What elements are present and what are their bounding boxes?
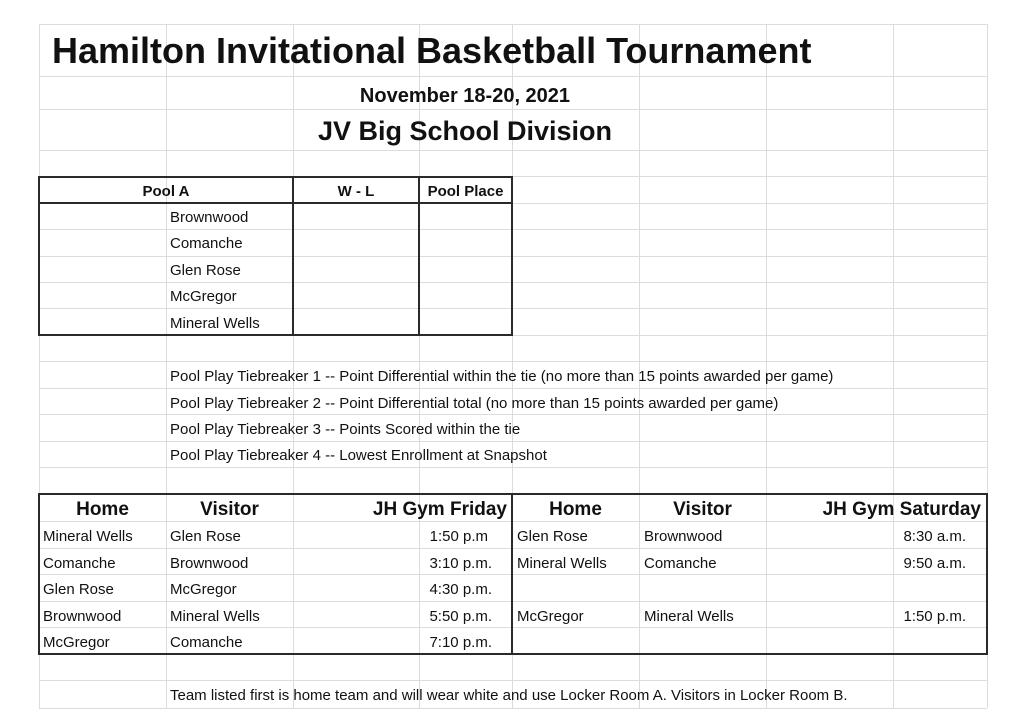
grid-row-line [39, 441, 987, 442]
saturday-home-header: Home [549, 499, 602, 520]
grid-row-line [39, 229, 987, 230]
tournament-title: Hamilton Invitational Basketball Tournament [52, 30, 812, 71]
wl-header: W - L [337, 183, 375, 200]
grid-row-line [39, 76, 987, 77]
saturday-visitor-header: Visitor [673, 499, 732, 520]
pool-place-header: Pool Place [427, 183, 504, 200]
saturday-home-team: Mineral Wells [517, 555, 607, 572]
grid-row-line [39, 680, 987, 681]
grid-row-line [39, 282, 987, 283]
friday-game-time: 4:30 p.m. [429, 581, 492, 598]
saturday-visitor-team: Comanche [644, 555, 717, 572]
saturday-visitor-team: Brownwood [644, 528, 723, 545]
friday-visitor-team: Comanche [170, 634, 243, 651]
friday-home-team: Comanche [43, 555, 116, 572]
grid-row-line [39, 256, 987, 257]
friday-game-time: 5:50 p.m. [429, 608, 492, 625]
friday-game-time: 3:10 p.m. [429, 555, 492, 572]
division-title: JV Big School Division [317, 116, 613, 146]
grid-row-line [39, 24, 987, 25]
tiebreaker-rule: Pool Play Tiebreaker 1 -- Point Differential within the tie (no more than 15 points awarded per game) [170, 368, 834, 385]
friday-time-header: JH Gym Friday [372, 499, 507, 520]
pool-team: Comanche [170, 235, 243, 252]
tiebreaker-rule: Pool Play Tiebreaker 4 -- Lowest Enrollment at Snapshot [170, 447, 547, 464]
grid-row-line [39, 574, 987, 575]
saturday-visitor-team: Mineral Wells [644, 608, 734, 625]
tiebreaker-rule: Pool Play Tiebreaker 2 -- Point Differential total (no more than 15 points awarded per game) [170, 395, 779, 412]
grid-row-line [39, 708, 987, 709]
tiebreaker-rule: Pool Play Tiebreaker 3 -- Points Scored within the tie [170, 421, 521, 438]
pool-table-border [38, 176, 40, 336]
grid-row-line [39, 627, 987, 628]
saturday-home-team: Glen Rose [517, 528, 588, 545]
grid-row-line [39, 521, 987, 522]
pool-table-border [511, 176, 513, 336]
schedule-table-border [986, 493, 988, 655]
pool-team: McGregor [170, 288, 237, 305]
saturday-time-header: JH Gym Saturday [822, 499, 981, 520]
friday-game-time: 1:50 p.m [429, 528, 488, 545]
saturday-home-team: McGregor [517, 608, 584, 625]
grid-col-line [766, 24, 767, 708]
pool-table-border [38, 334, 513, 336]
saturday-game-time: 8:30 a.m. [903, 528, 966, 545]
friday-visitor-header: Visitor [200, 499, 259, 520]
grid-row-line [39, 548, 987, 549]
footer-note: Team listed first is home team and will wear white and use Locker Room A. Visitors in Locker Room B. [170, 687, 848, 704]
pool-team: Glen Rose [170, 262, 241, 279]
friday-visitor-team: Mineral Wells [170, 608, 260, 625]
schedule-table-border [38, 493, 988, 495]
grid-row-line [39, 414, 987, 415]
friday-home-team: Mineral Wells [43, 528, 133, 545]
grid-row-line [39, 601, 987, 602]
pool-header: Pool A [142, 183, 190, 200]
pool-team: Mineral Wells [170, 315, 260, 332]
grid-row-line [39, 467, 987, 468]
grid-row-line [39, 388, 987, 389]
pool-table-border [292, 176, 294, 336]
grid-col-line [166, 24, 167, 708]
saturday-game-time: 1:50 p.m. [903, 608, 966, 625]
grid-col-line [893, 24, 894, 708]
pool-team: Brownwood [170, 209, 249, 226]
friday-home-team: Glen Rose [43, 581, 114, 598]
grid-row-line [39, 150, 987, 151]
friday-visitor-team: Glen Rose [170, 528, 241, 545]
saturday-game-time: 9:50 a.m. [903, 555, 966, 572]
grid-row-line [39, 109, 987, 110]
pool-table-border [38, 202, 513, 204]
friday-home-team: Brownwood [43, 608, 122, 625]
pool-table-border [418, 176, 420, 336]
tournament-dates: November 18-20, 2021 [359, 85, 571, 107]
schedule-table-border [38, 653, 988, 655]
grid-row-line [39, 308, 987, 309]
pool-table-border [38, 176, 513, 178]
friday-home-team: McGregor [43, 634, 110, 651]
friday-game-time: 7:10 p.m. [429, 634, 492, 651]
friday-visitor-team: McGregor [170, 581, 237, 598]
friday-visitor-team: Brownwood [170, 555, 249, 572]
grid-row-line [39, 361, 987, 362]
friday-home-header: Home [76, 499, 129, 520]
